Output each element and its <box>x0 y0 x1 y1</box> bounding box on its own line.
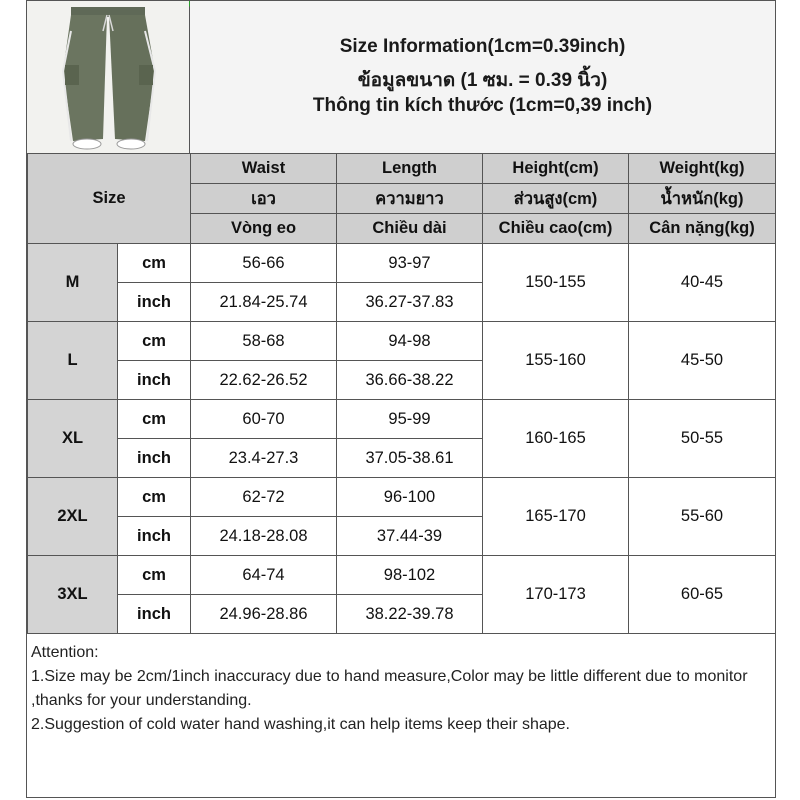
unit-inch: inch <box>118 439 191 478</box>
col-weight-th: น้ำหนัก(kg) <box>629 184 776 214</box>
col-weight-vi: Cân nặng(kg) <box>629 214 776 244</box>
unit-cm: cm <box>118 244 191 283</box>
height-range: 155-160 <box>483 322 629 400</box>
size-header: Size <box>28 154 191 244</box>
unit-inch: inch <box>118 517 191 556</box>
waist-cm: 56-66 <box>191 244 337 283</box>
length-inch: 37.44-39 <box>337 517 483 556</box>
size-label: M <box>28 244 118 322</box>
table-row <box>28 400 776 439</box>
unit-inch: inch <box>118 595 191 634</box>
table-row <box>28 556 776 595</box>
length-inch: 37.05-38.61 <box>337 439 483 478</box>
title-vietnamese: Thông tin kích thước (1cm=0,39 inch) <box>312 95 653 116</box>
height-range: 170-173 <box>483 556 629 634</box>
length-inch: 38.22-39.78 <box>337 595 483 634</box>
col-height-th: ส่วนสูง(cm) <box>483 184 629 214</box>
col-weight-en: Weight(kg) <box>629 154 776 184</box>
waist-inch: 23.4-27.3 <box>191 439 337 478</box>
unit-inch: inch <box>118 361 191 400</box>
table-row <box>28 322 776 361</box>
length-cm: 94-98 <box>337 322 483 361</box>
weight-range: 45-50 <box>629 322 776 400</box>
col-length-th: ความยาว <box>337 184 483 214</box>
product-photo <box>27 1 190 153</box>
col-length-en: Length <box>337 154 483 184</box>
waist-inch: 24.18-28.08 <box>191 517 337 556</box>
title-area <box>190 1 775 153</box>
length-cm: 96-100 <box>337 478 483 517</box>
weight-range: 60-65 <box>629 556 776 634</box>
col-waist-th: เอว <box>191 184 337 214</box>
col-height-en: Height(cm) <box>483 154 629 184</box>
size-label: 2XL <box>28 478 118 556</box>
attention-note-2: 2.Suggestion of cold water hand washing,it can help items keep their shape. <box>31 716 570 733</box>
waist-cm: 60-70 <box>191 400 337 439</box>
col-waist-en: Waist <box>191 154 337 184</box>
cargo-pants-image <box>27 1 189 153</box>
title-english: Size Information(1cm=0.39inch) <box>339 36 626 57</box>
length-cm: 93-97 <box>337 244 483 283</box>
weight-range: 40-45 <box>629 244 776 322</box>
weight-range: 50-55 <box>629 400 776 478</box>
size-label: XL <box>28 400 118 478</box>
unit-cm: cm <box>118 556 191 595</box>
height-range: 150-155 <box>483 244 629 322</box>
weight-range: 55-60 <box>629 478 776 556</box>
unit-cm: cm <box>118 400 191 439</box>
waist-cm: 58-68 <box>191 322 337 361</box>
waist-inch: 21.84-25.74 <box>191 283 337 322</box>
unit-cm: cm <box>118 478 191 517</box>
col-waist-vi: Vòng eo <box>191 214 337 244</box>
attention-heading: Attention: <box>31 644 99 661</box>
table-row <box>28 478 776 517</box>
col-height-vi: Chiều cao(cm) <box>483 214 629 244</box>
length-cm: 98-102 <box>337 556 483 595</box>
header <box>27 1 775 154</box>
length-inch: 36.66-38.22 <box>337 361 483 400</box>
table-row <box>28 244 776 283</box>
unit-inch: inch <box>118 283 191 322</box>
length-inch: 36.27-37.83 <box>337 283 483 322</box>
attention-notes <box>27 637 775 737</box>
size-label: L <box>28 322 118 400</box>
waist-cm: 62-72 <box>191 478 337 517</box>
size-table <box>27 153 776 634</box>
title-thai: ข้อมูลขนาด (1 ซม. = 0.39 นิ้ว) <box>357 70 608 91</box>
height-range: 160-165 <box>483 400 629 478</box>
height-range: 165-170 <box>483 478 629 556</box>
length-cm: 95-99 <box>337 400 483 439</box>
size-chart <box>26 0 776 798</box>
waist-cm: 64-74 <box>191 556 337 595</box>
size-label: 3XL <box>28 556 118 634</box>
attention-note-1: 1.Size may be 2cm/1inch inaccuracy due to hand measure,Color may be little different due to monitor ,thanks for your understanding. <box>31 668 748 709</box>
unit-cm: cm <box>118 322 191 361</box>
waist-inch: 22.62-26.52 <box>191 361 337 400</box>
col-length-vi: Chiều dài <box>337 214 483 244</box>
waist-inch: 24.96-28.86 <box>191 595 337 634</box>
